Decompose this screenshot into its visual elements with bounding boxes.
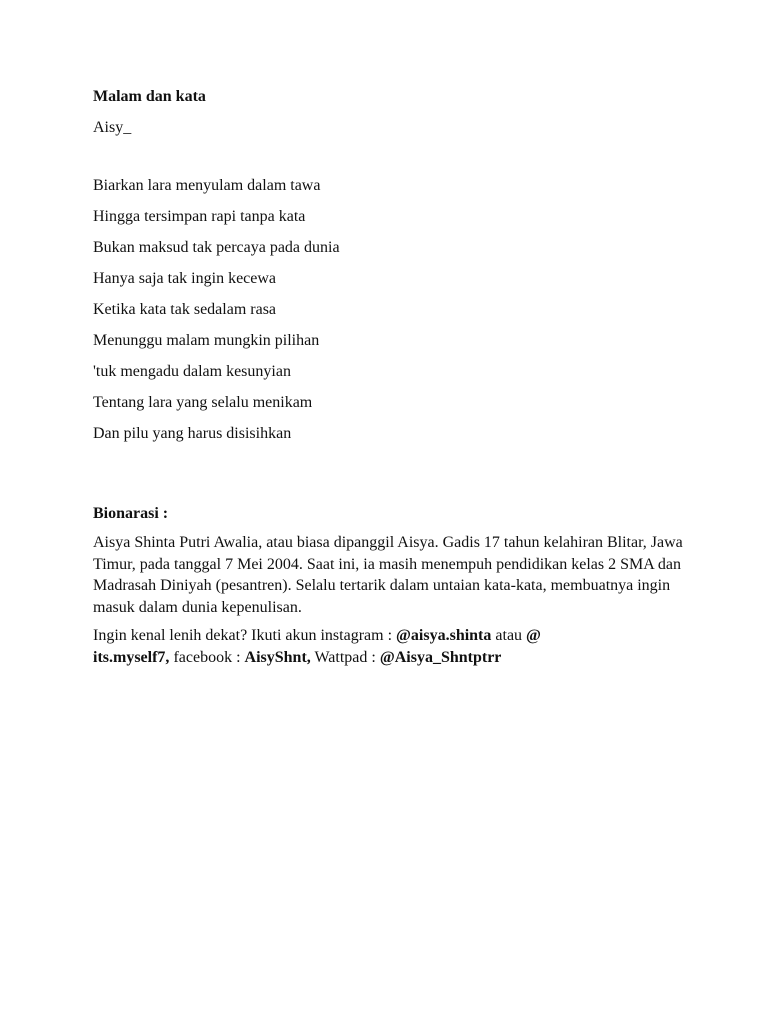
poem-title: Malam dan kata	[93, 88, 206, 105]
facebook-label: facebook :	[169, 648, 245, 666]
poem-line: Bukan maksud tak percaya pada dunia	[93, 239, 340, 256]
poem-line: Ketika kata tak sedalam rasa	[93, 301, 277, 318]
poem-line: Hanya saja tak ingin kecewa	[93, 270, 277, 287]
poem-line: Dan pilu yang harus disisihkan	[93, 425, 292, 442]
instagram-handle-secondary-prefix: @	[526, 627, 541, 644]
poem-author: Aisy_	[93, 119, 132, 136]
contact-paragraph	[93, 625, 683, 668]
bio-heading: Bionarasi :	[93, 505, 169, 522]
poem-line: Menunggu malam mungkin pilihan	[93, 332, 320, 349]
wattpad-label: Wattpad :	[310, 648, 380, 666]
contact-or: atau	[491, 627, 527, 644]
bio-paragraph: Aisya Shinta Putri Awalia, atau biasa dipanggil Aisya. Gadis 17 tahun kelahiran Blitar, Jawa Timur, pada tanggal 7 Mei 2004. Saat ini, ia masih menempuh pendidikan kelas 2 SMA dan Madrasah Diniyah (pesantren). Selalu tertarik dalam untaian kata-kata, membuatnya ingin masuk dalam dunia kepenulisan.	[93, 534, 683, 616]
poem-line: 'tuk mengadu dalam kesunyian	[93, 363, 291, 380]
poem-line: Tentang lara yang selalu menikam	[93, 394, 313, 411]
poem-body	[93, 175, 683, 445]
instagram-handle-primary: @aisya.shinta	[396, 627, 492, 644]
poem-line: Hingga tersimpan rapi tanpa kata	[93, 208, 306, 225]
wattpad-handle: @Aisya_Shntptrr	[379, 648, 502, 666]
document-page	[93, 86, 683, 668]
contact-intro: Ingin kenal lenih dekat? Ikuti akun instagram :	[93, 627, 397, 644]
facebook-handle: AisyShnt,	[244, 648, 311, 666]
instagram-handle-secondary: its.myself7,	[93, 648, 170, 666]
poem-line: Biarkan lara menyulam dalam tawa	[93, 177, 321, 194]
